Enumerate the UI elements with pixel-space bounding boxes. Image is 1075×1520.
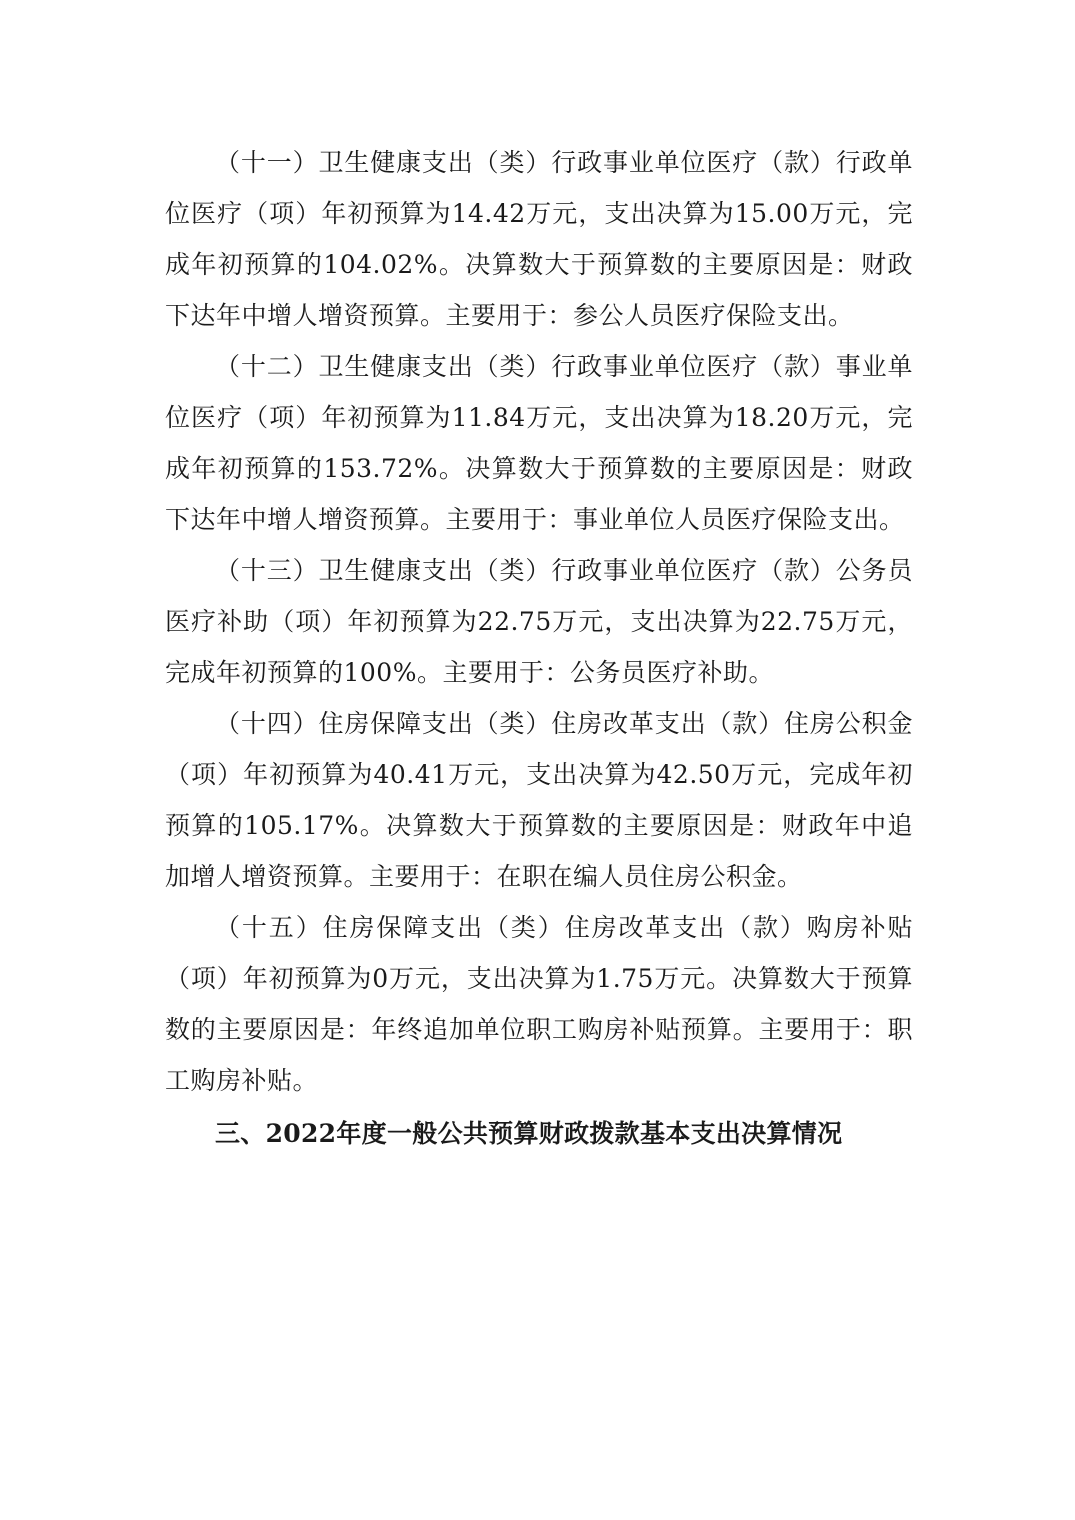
paragraph-item-13: （十三）卫生健康支出（类）行政事业单位医疗（款）公务员医疗补助（项）年初预算为22.75万元，支出决算为22.75万元，完成年初预算的100%。主要用于：公务员医疗补助。 [165,556,913,687]
paragraph-item-14: （十四）住房保障支出（类）住房改革支出（款）住房公积金（项）年初预算为40.41万元，支出决算为42.50万元，完成年初预算的105.17%。决算数大于预算数的主要原因是：财政年中追加增人增资预算。主要用于：在职在编人员住房公积金。 [165,709,913,891]
document-body [165,137,913,1159]
paragraph-item-11: （十一）卫生健康支出（类）行政事业单位医疗（款）行政单位医疗（项）年初预算为14.42万元，支出决算为15.00万元，完成年初预算的104.02%。决算数大于预算数的主要原因是：财政下达年中增人增资预算。主要用于：参公人员医疗保险支出。 [165,148,913,330]
section-heading: 三、2022年度一般公共预算财政拨款基本支出决算情况 [215,1119,843,1148]
paragraph-item-12: （十二）卫生健康支出（类）行政事业单位医疗（款）事业单位医疗（项）年初预算为11.84万元，支出决算为18.20万元，完成年初预算的153.72%。决算数大于预算数的主要原因是：财政下达年中增人增资预算。主要用于：事业单位人员医疗保险支出。 [165,352,913,534]
paragraph-item-15: （十五）住房保障支出（类）住房改革支出（款）购房补贴（项）年初预算为0万元，支出决算为1.75万元。决算数大于预算数的主要原因是：年终追加单位职工购房补贴预算。主要用于：职工购房补贴。 [165,913,913,1095]
